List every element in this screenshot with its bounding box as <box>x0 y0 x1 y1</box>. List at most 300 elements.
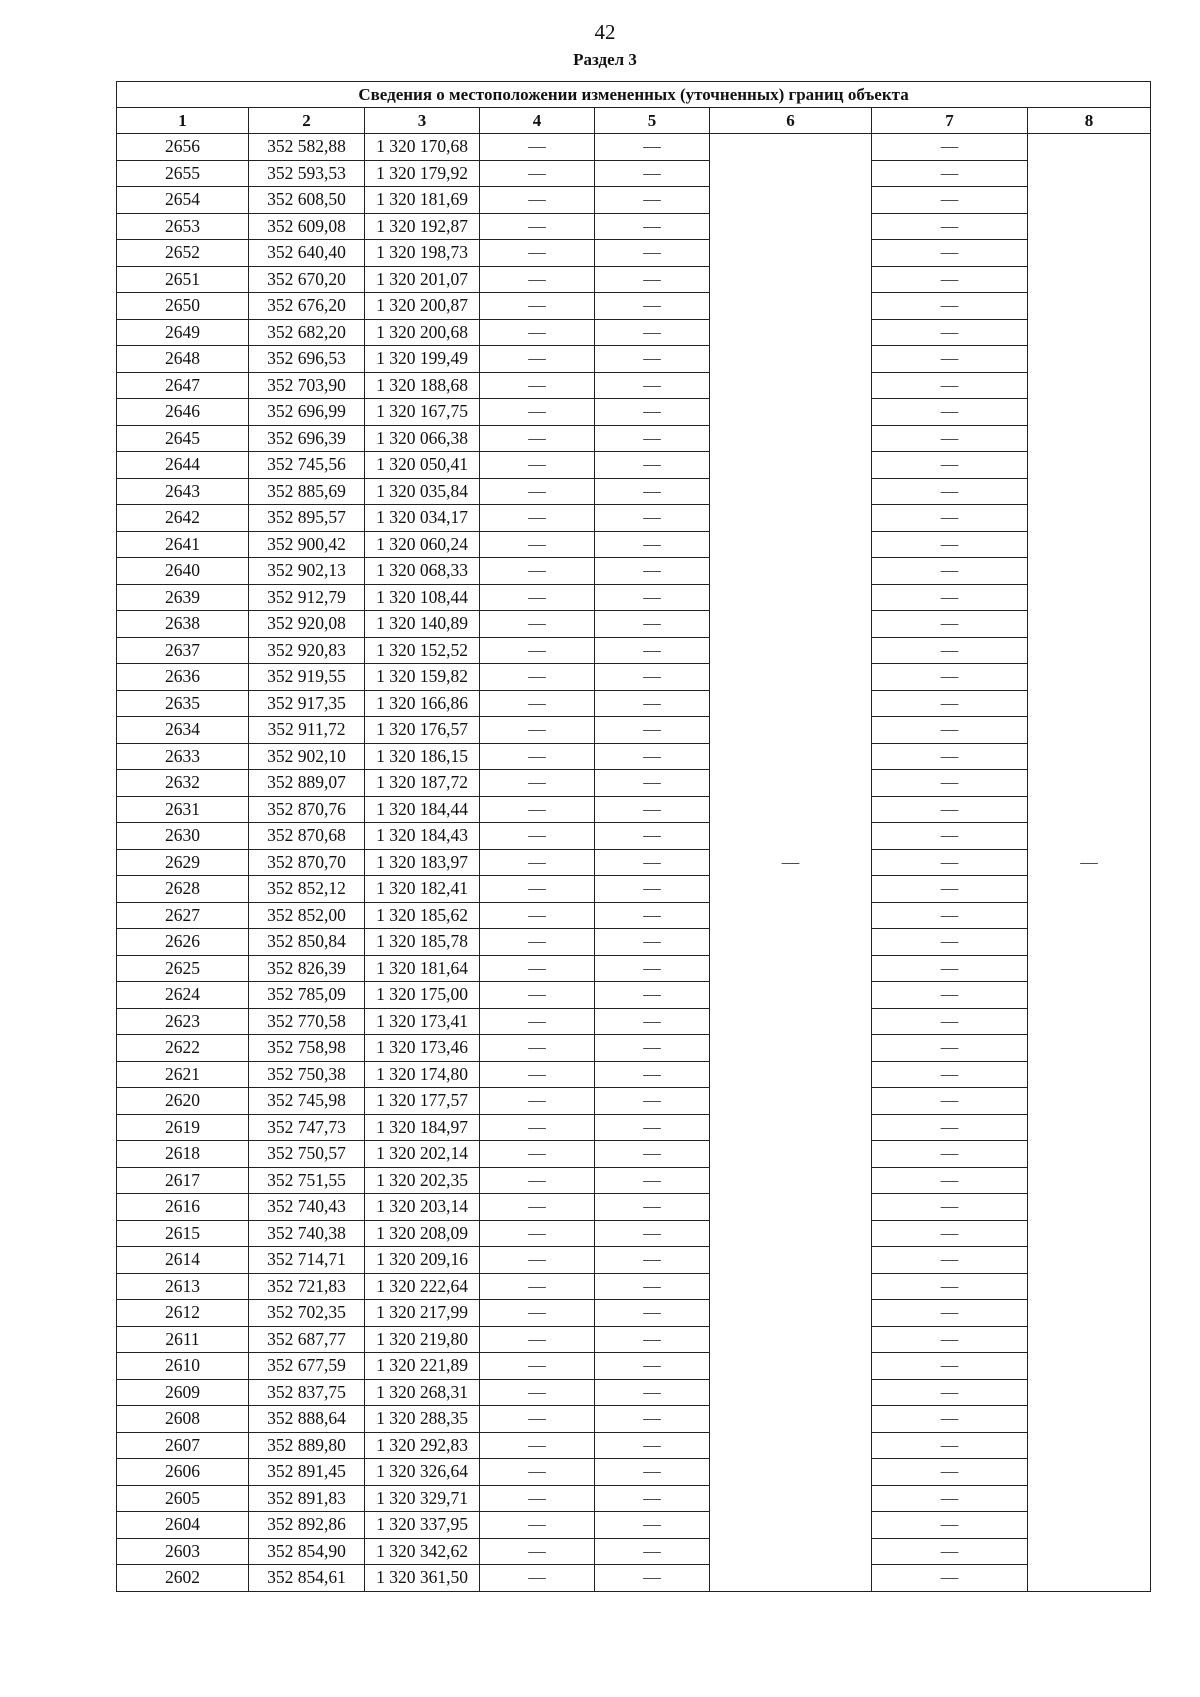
section-title: Раздел 3 <box>573 50 637 69</box>
col4-cell: — <box>480 637 595 664</box>
point-number-cell: 2618 <box>117 1141 249 1168</box>
point-number-cell: 2639 <box>117 584 249 611</box>
point-number-cell: 2604 <box>117 1512 249 1539</box>
y-coordinate-cell: 1 320 219,80 <box>365 1326 480 1353</box>
y-coordinate-cell: 1 320 203,14 <box>365 1194 480 1221</box>
x-coordinate-cell: 352 740,43 <box>249 1194 365 1221</box>
col4-cell: — <box>480 266 595 293</box>
col7-cell: — <box>872 796 1028 823</box>
col5-cell: — <box>595 849 710 876</box>
table-row <box>117 1379 1151 1406</box>
table-row <box>117 187 1151 214</box>
point-number-cell: 2621 <box>117 1061 249 1088</box>
x-coordinate-cell: 352 854,90 <box>249 1538 365 1565</box>
col5-cell: — <box>595 293 710 320</box>
column-header-4: 4 <box>480 108 595 134</box>
x-coordinate-cell: 352 770,58 <box>249 1008 365 1035</box>
col5-cell: — <box>595 187 710 214</box>
point-number-cell: 2613 <box>117 1273 249 1300</box>
col4-cell: — <box>480 1459 595 1486</box>
col4-cell: — <box>480 1035 595 1062</box>
col4-cell: — <box>480 1326 595 1353</box>
y-coordinate-cell: 1 320 186,15 <box>365 743 480 770</box>
col5-cell: — <box>595 611 710 638</box>
col7-cell: — <box>872 266 1028 293</box>
col5-cell: — <box>595 266 710 293</box>
point-number-cell: 2636 <box>117 664 249 691</box>
col7-cell: — <box>872 1035 1028 1062</box>
table-row <box>117 1300 1151 1327</box>
column-header-8: 8 <box>1028 108 1151 134</box>
x-coordinate-cell: 352 670,20 <box>249 266 365 293</box>
y-coordinate-cell: 1 320 222,64 <box>365 1273 480 1300</box>
col4-cell: — <box>480 823 595 850</box>
table-row <box>117 1008 1151 1035</box>
y-coordinate-cell: 1 320 035,84 <box>365 478 480 505</box>
x-coordinate-cell: 352 912,79 <box>249 584 365 611</box>
table-row <box>117 399 1151 426</box>
table-row <box>117 425 1151 452</box>
col4-cell: — <box>480 1538 595 1565</box>
point-number-cell: 2629 <box>117 849 249 876</box>
point-number-cell: 2605 <box>117 1485 249 1512</box>
col5-cell: — <box>595 1432 710 1459</box>
x-coordinate-cell: 352 750,38 <box>249 1061 365 1088</box>
col8-merged-cell: — <box>1028 134 1151 1592</box>
col5-cell: — <box>595 1459 710 1486</box>
point-number-cell: 2617 <box>117 1167 249 1194</box>
col4-cell: — <box>480 372 595 399</box>
col5-cell: — <box>595 955 710 982</box>
table-row <box>117 1247 1151 1274</box>
y-coordinate-cell: 1 320 208,09 <box>365 1220 480 1247</box>
col4-cell: — <box>480 690 595 717</box>
col7-cell: — <box>872 1512 1028 1539</box>
col7-cell: — <box>872 982 1028 1009</box>
col4-cell: — <box>480 1088 595 1115</box>
y-coordinate-cell: 1 320 050,41 <box>365 452 480 479</box>
x-coordinate-cell: 352 900,42 <box>249 531 365 558</box>
y-coordinate-cell: 1 320 326,64 <box>365 1459 480 1486</box>
col5-cell: — <box>595 134 710 161</box>
y-coordinate-cell: 1 320 174,80 <box>365 1061 480 1088</box>
col5-cell: — <box>595 452 710 479</box>
point-number-cell: 2640 <box>117 558 249 585</box>
col5-cell: — <box>595 982 710 1009</box>
table-row <box>117 134 1151 161</box>
col4-cell: — <box>480 134 595 161</box>
col4-cell: — <box>480 1565 595 1592</box>
y-coordinate-cell: 1 320 199,49 <box>365 346 480 373</box>
y-coordinate-cell: 1 320 175,00 <box>365 982 480 1009</box>
y-coordinate-cell: 1 320 181,69 <box>365 187 480 214</box>
table-row <box>117 1459 1151 1486</box>
point-number-cell: 2608 <box>117 1406 249 1433</box>
col4-cell: — <box>480 1300 595 1327</box>
col5-cell: — <box>595 372 710 399</box>
y-coordinate-cell: 1 320 292,83 <box>365 1432 480 1459</box>
col4-cell: — <box>480 425 595 452</box>
col7-cell: — <box>872 902 1028 929</box>
x-coordinate-cell: 352 919,55 <box>249 664 365 691</box>
y-coordinate-cell: 1 320 187,72 <box>365 770 480 797</box>
column-header-3: 3 <box>365 108 480 134</box>
col4-cell: — <box>480 796 595 823</box>
point-number-cell: 2635 <box>117 690 249 717</box>
x-coordinate-cell: 352 826,39 <box>249 955 365 982</box>
col4-cell: — <box>480 505 595 532</box>
y-coordinate-cell: 1 320 181,64 <box>365 955 480 982</box>
col4-cell: — <box>480 1061 595 1088</box>
y-coordinate-cell: 1 320 221,89 <box>365 1353 480 1380</box>
point-number-cell: 2638 <box>117 611 249 638</box>
y-coordinate-cell: 1 320 342,62 <box>365 1538 480 1565</box>
col7-cell: — <box>872 823 1028 850</box>
table-row <box>117 372 1151 399</box>
y-coordinate-cell: 1 320 184,97 <box>365 1114 480 1141</box>
table-row <box>117 849 1151 876</box>
col7-cell: — <box>872 929 1028 956</box>
col6-merged-cell: — <box>710 134 872 1592</box>
y-coordinate-cell: 1 320 288,35 <box>365 1406 480 1433</box>
col4-cell: — <box>480 611 595 638</box>
col7-cell: — <box>872 1273 1028 1300</box>
col4-cell: — <box>480 452 595 479</box>
col7-cell: — <box>872 187 1028 214</box>
col5-cell: — <box>595 1141 710 1168</box>
col5-cell: — <box>595 876 710 903</box>
y-coordinate-cell: 1 320 068,33 <box>365 558 480 585</box>
x-coordinate-cell: 352 608,50 <box>249 187 365 214</box>
col7-cell: — <box>872 584 1028 611</box>
y-coordinate-cell: 1 320 173,46 <box>365 1035 480 1062</box>
table-row <box>117 505 1151 532</box>
col5-cell: — <box>595 743 710 770</box>
col4-cell: — <box>480 1406 595 1433</box>
col7-cell: — <box>872 1379 1028 1406</box>
y-coordinate-cell: 1 320 217,99 <box>365 1300 480 1327</box>
point-number-cell: 2620 <box>117 1088 249 1115</box>
col7-cell: — <box>872 399 1028 426</box>
x-coordinate-cell: 352 891,45 <box>249 1459 365 1486</box>
x-coordinate-cell: 352 870,68 <box>249 823 365 850</box>
y-coordinate-cell: 1 320 202,14 <box>365 1141 480 1168</box>
y-coordinate-cell: 1 320 200,87 <box>365 293 480 320</box>
col5-cell: — <box>595 531 710 558</box>
y-coordinate-cell: 1 320 185,78 <box>365 929 480 956</box>
x-coordinate-cell: 352 902,13 <box>249 558 365 585</box>
col7-cell: — <box>872 319 1028 346</box>
point-number-cell: 2632 <box>117 770 249 797</box>
y-coordinate-cell: 1 320 329,71 <box>365 1485 480 1512</box>
col7-cell: — <box>872 876 1028 903</box>
point-number-cell: 2643 <box>117 478 249 505</box>
col4-cell: — <box>480 160 595 187</box>
col4-cell: — <box>480 1353 595 1380</box>
col4-cell: — <box>480 770 595 797</box>
y-coordinate-cell: 1 320 034,17 <box>365 505 480 532</box>
point-number-cell: 2627 <box>117 902 249 929</box>
col7-cell: — <box>872 293 1028 320</box>
table-row <box>117 717 1151 744</box>
x-coordinate-cell: 352 750,57 <box>249 1141 365 1168</box>
point-number-cell: 2653 <box>117 213 249 240</box>
x-coordinate-cell: 352 703,90 <box>249 372 365 399</box>
table-row <box>117 823 1151 850</box>
x-coordinate-cell: 352 682,20 <box>249 319 365 346</box>
col5-cell: — <box>595 1512 710 1539</box>
x-coordinate-cell: 352 758,98 <box>249 1035 365 1062</box>
table-row <box>117 1273 1151 1300</box>
col7-cell: — <box>872 1141 1028 1168</box>
table-caption: Сведения о местоположении измененных (уточненных) границ объекта <box>117 82 1151 108</box>
x-coordinate-cell: 352 609,08 <box>249 213 365 240</box>
x-coordinate-cell: 352 895,57 <box>249 505 365 532</box>
table-row <box>117 346 1151 373</box>
table-row <box>117 1061 1151 1088</box>
col7-cell: — <box>872 531 1028 558</box>
x-coordinate-cell: 352 852,00 <box>249 902 365 929</box>
col7-cell: — <box>872 558 1028 585</box>
col7-cell: — <box>872 1538 1028 1565</box>
table-row <box>117 611 1151 638</box>
y-coordinate-cell: 1 320 200,68 <box>365 319 480 346</box>
table-row <box>117 1114 1151 1141</box>
point-number-cell: 2609 <box>117 1379 249 1406</box>
table-row <box>117 1220 1151 1247</box>
col4-cell: — <box>480 717 595 744</box>
col5-cell: — <box>595 319 710 346</box>
table-row <box>117 637 1151 664</box>
col7-cell: — <box>872 478 1028 505</box>
col4-cell: — <box>480 531 595 558</box>
col5-cell: — <box>595 1300 710 1327</box>
col7-cell: — <box>872 1300 1028 1327</box>
x-coordinate-cell: 352 714,71 <box>249 1247 365 1274</box>
point-number-cell: 2619 <box>117 1114 249 1141</box>
col4-cell: — <box>480 240 595 267</box>
point-number-cell: 2615 <box>117 1220 249 1247</box>
x-coordinate-cell: 352 885,69 <box>249 478 365 505</box>
col5-cell: — <box>595 902 710 929</box>
col5-cell: — <box>595 717 710 744</box>
col4-cell: — <box>480 399 595 426</box>
col4-cell: — <box>480 1114 595 1141</box>
col4-cell: — <box>480 1379 595 1406</box>
table-row <box>117 1353 1151 1380</box>
table-row <box>117 584 1151 611</box>
x-coordinate-cell: 352 740,38 <box>249 1220 365 1247</box>
col5-cell: — <box>595 1538 710 1565</box>
col7-cell: — <box>872 664 1028 691</box>
col7-cell: — <box>872 1432 1028 1459</box>
y-coordinate-cell: 1 320 179,92 <box>365 160 480 187</box>
column-header-7: 7 <box>872 108 1028 134</box>
table-row <box>117 1167 1151 1194</box>
x-coordinate-cell: 352 889,80 <box>249 1432 365 1459</box>
x-coordinate-cell: 352 593,53 <box>249 160 365 187</box>
col4-cell: — <box>480 1512 595 1539</box>
table-row <box>117 1088 1151 1115</box>
point-number-cell: 2651 <box>117 266 249 293</box>
x-coordinate-cell: 352 911,72 <box>249 717 365 744</box>
y-coordinate-cell: 1 320 108,44 <box>365 584 480 611</box>
y-coordinate-cell: 1 320 202,35 <box>365 1167 480 1194</box>
point-number-cell: 2637 <box>117 637 249 664</box>
col5-cell: — <box>595 478 710 505</box>
col7-cell: — <box>872 213 1028 240</box>
point-number-cell: 2612 <box>117 1300 249 1327</box>
table-row <box>117 955 1151 982</box>
col4-cell: — <box>480 293 595 320</box>
col7-cell: — <box>872 372 1028 399</box>
col5-cell: — <box>595 1406 710 1433</box>
x-coordinate-cell: 352 852,12 <box>249 876 365 903</box>
y-coordinate-cell: 1 320 184,43 <box>365 823 480 850</box>
y-coordinate-cell: 1 320 185,62 <box>365 902 480 929</box>
col4-cell: — <box>480 1194 595 1221</box>
col4-cell: — <box>480 1273 595 1300</box>
col4-cell: — <box>480 478 595 505</box>
table-row <box>117 770 1151 797</box>
col4-cell: — <box>480 1167 595 1194</box>
table-row <box>117 1432 1151 1459</box>
point-number-cell: 2607 <box>117 1432 249 1459</box>
col4-cell: — <box>480 346 595 373</box>
y-coordinate-cell: 1 320 140,89 <box>365 611 480 638</box>
col5-cell: — <box>595 1088 710 1115</box>
col7-cell: — <box>872 425 1028 452</box>
point-number-cell: 2642 <box>117 505 249 532</box>
table-row <box>117 1035 1151 1062</box>
point-number-cell: 2633 <box>117 743 249 770</box>
col5-cell: — <box>595 1194 710 1221</box>
col7-cell: — <box>872 1114 1028 1141</box>
boundary-coordinates-table <box>116 81 1151 1592</box>
table-row <box>117 982 1151 1009</box>
col7-cell: — <box>872 1406 1028 1433</box>
col7-cell: — <box>872 955 1028 982</box>
column-header-row <box>117 108 1151 134</box>
col5-cell: — <box>595 664 710 691</box>
table-row <box>117 929 1151 956</box>
y-coordinate-cell: 1 320 198,73 <box>365 240 480 267</box>
table-row <box>117 1326 1151 1353</box>
col7-cell: — <box>872 743 1028 770</box>
table-row <box>117 796 1151 823</box>
column-header-1: 1 <box>117 108 249 134</box>
col7-cell: — <box>872 1353 1028 1380</box>
x-coordinate-cell: 352 745,56 <box>249 452 365 479</box>
col4-cell: — <box>480 558 595 585</box>
table-row <box>117 266 1151 293</box>
x-coordinate-cell: 352 891,83 <box>249 1485 365 1512</box>
col4-cell: — <box>480 187 595 214</box>
table-row <box>117 690 1151 717</box>
table-row <box>117 1485 1151 1512</box>
x-coordinate-cell: 352 696,53 <box>249 346 365 373</box>
col4-cell: — <box>480 902 595 929</box>
x-coordinate-cell: 352 902,10 <box>249 743 365 770</box>
col5-cell: — <box>595 823 710 850</box>
point-number-cell: 2614 <box>117 1247 249 1274</box>
x-coordinate-cell: 352 696,99 <box>249 399 365 426</box>
table-row <box>117 213 1151 240</box>
col5-cell: — <box>595 1008 710 1035</box>
table-row <box>117 1512 1151 1539</box>
point-number-cell: 2641 <box>117 531 249 558</box>
point-number-cell: 2622 <box>117 1035 249 1062</box>
y-coordinate-cell: 1 320 176,57 <box>365 717 480 744</box>
x-coordinate-cell: 352 889,07 <box>249 770 365 797</box>
table-row <box>117 452 1151 479</box>
point-number-cell: 2623 <box>117 1008 249 1035</box>
col4-cell: — <box>480 664 595 691</box>
col7-cell: — <box>872 637 1028 664</box>
col5-cell: — <box>595 346 710 373</box>
col4-cell: — <box>480 213 595 240</box>
y-coordinate-cell: 1 320 184,44 <box>365 796 480 823</box>
point-number-cell: 2634 <box>117 717 249 744</box>
table-row <box>117 876 1151 903</box>
table-row <box>117 1406 1151 1433</box>
x-coordinate-cell: 352 870,70 <box>249 849 365 876</box>
point-number-cell: 2602 <box>117 1565 249 1592</box>
x-coordinate-cell: 352 747,73 <box>249 1114 365 1141</box>
table-row <box>117 160 1151 187</box>
table-row <box>117 743 1151 770</box>
col5-cell: — <box>595 1247 710 1274</box>
col5-cell: — <box>595 584 710 611</box>
col5-cell: — <box>595 240 710 267</box>
y-coordinate-cell: 1 320 201,07 <box>365 266 480 293</box>
col7-cell: — <box>872 1167 1028 1194</box>
y-coordinate-cell: 1 320 182,41 <box>365 876 480 903</box>
x-coordinate-cell: 352 745,98 <box>249 1088 365 1115</box>
col5-cell: — <box>595 1485 710 1512</box>
col7-cell: — <box>872 160 1028 187</box>
col4-cell: — <box>480 584 595 611</box>
table-row <box>117 1194 1151 1221</box>
point-number-cell: 2624 <box>117 982 249 1009</box>
y-coordinate-cell: 1 320 060,24 <box>365 531 480 558</box>
y-coordinate-cell: 1 320 170,68 <box>365 134 480 161</box>
page-number: 42 <box>594 20 616 44</box>
col5-cell: — <box>595 770 710 797</box>
table-row <box>117 478 1151 505</box>
col5-cell: — <box>595 558 710 585</box>
y-coordinate-cell: 1 320 361,50 <box>365 1565 480 1592</box>
table-row <box>117 240 1151 267</box>
col4-cell: — <box>480 743 595 770</box>
point-number-cell: 2648 <box>117 346 249 373</box>
col4-cell: — <box>480 982 595 1009</box>
point-number-cell: 2647 <box>117 372 249 399</box>
col5-cell: — <box>595 1326 710 1353</box>
col4-cell: — <box>480 876 595 903</box>
col5-cell: — <box>595 505 710 532</box>
point-number-cell: 2606 <box>117 1459 249 1486</box>
col7-cell: — <box>872 1061 1028 1088</box>
col5-cell: — <box>595 1114 710 1141</box>
column-header-2: 2 <box>249 108 365 134</box>
col7-cell: — <box>872 690 1028 717</box>
col7-cell: — <box>872 1194 1028 1221</box>
col7-cell: — <box>872 1247 1028 1274</box>
table-body <box>117 134 1151 1592</box>
col7-cell: — <box>872 1220 1028 1247</box>
col5-cell: — <box>595 1379 710 1406</box>
